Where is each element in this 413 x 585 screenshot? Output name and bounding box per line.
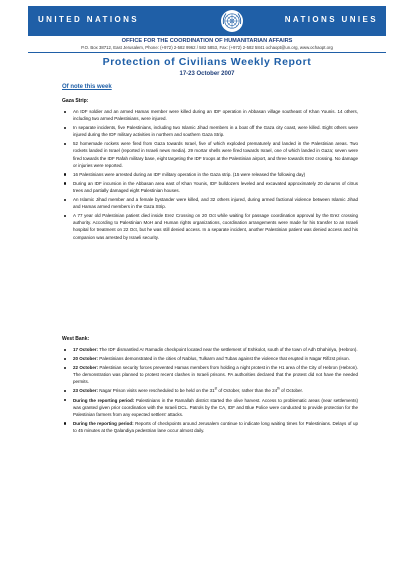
un-emblem-icon	[220, 9, 244, 33]
organisation-name: OFFICE FOR THE COORDINATION OF HUMANITARIAN AFFAIRS	[121, 38, 293, 44]
item-text: Palestinians demonstrated in the cities of Nablus, Tulkarm and Tubas against the violence that erupted in Nagar Rifizst prison.	[98, 356, 350, 362]
list-item	[62, 387, 358, 394]
list-item: An IDF soldier and an armed Hamas member were killed during an IDF operation in Abbasan village southeast of Khan Younis. 14 others, including two armed Palestinians, were injured.	[62, 108, 358, 122]
list-item: In separate incidents, five Palestinians, including two Islamic Jihad members in a boat off the Gaza city coast, were killed. Eight others were injured during the IDF military activities in northern and southern Gaza Strip.	[62, 124, 358, 138]
section-heading: Of note this week	[62, 84, 112, 90]
item-date: 17 October:	[73, 347, 99, 352]
item-text: Nagar Prison visits were rescheduled to be held on the 31	[98, 388, 215, 394]
united-nations-label: UNITED NATIONS	[38, 15, 140, 24]
item-date: 22 October:	[73, 365, 99, 371]
gaza-strip-heading: Gaza Strip:	[62, 98, 89, 104]
ordinal-suffix: th	[277, 386, 280, 391]
item-date: 20 October:	[73, 356, 99, 362]
list-item	[62, 364, 358, 385]
item-text: Palestinian security forces prevented Hamas members from holding a night protest in the H1 area of the City of Hebron (Hebron). The demonstration was planned to protest recent clashes in Israeli prisons. PA authorities declared that the protest did not have the needed permits.	[73, 365, 359, 385]
item-text: of October.	[279, 388, 304, 394]
list-item	[62, 420, 358, 434]
report-title: Protection of Civilians Weekly Report	[102, 56, 312, 68]
item-date: 23 October:	[73, 388, 99, 394]
list-item	[62, 355, 358, 362]
item-date: During the reporting period:	[73, 420, 134, 426]
item-date: During the reporting period:	[73, 397, 135, 403]
list-item: A 77 year old Palestinian patient died inside Erez Crossing on 20 Oct while waiting for passage coordination approval by the Erez crossing authority. According to Palestinian MoH and Human rights organizations, coordination arrangements were made for his transfer to an Israeli hospital for treatment on 22 Oct, but he was still denied access. In a separate incident, another Palestinian patient was denied access and his companion was arrested by Israeli security.	[62, 212, 358, 240]
item-text: of October, rather than the 24	[217, 388, 278, 394]
list-item	[62, 397, 358, 418]
contact-line: P.O. Box 38712, East Jerusalem, Phone: (+972) 2-582 9962 / 582 5853, Fax: (+972) 2-582 5841 ochaopt@un.org, www.ochaopt.org	[81, 45, 333, 50]
item-text: The IDF dismantled Ar Ramadin checkpoint located near the settlement of Eshkolot, south of the town of Adh Dhahiriya, (Hebron).	[98, 347, 358, 352]
list-item: An Islamic Jihad member and a female bystander were killed, and 32 others injured, during armed factional violence between Islamic Jihad and Hamas armed members in the Gaza Strip.	[62, 196, 358, 210]
header-divider	[28, 52, 386, 53]
west-bank-bullet-list	[62, 346, 358, 436]
list-item: 16 Palestinians were arrested during an IDF military operation in the Gaza strip. (15 were released the following day)	[62, 171, 358, 178]
ordinal-suffix: st	[214, 386, 218, 391]
list-item	[62, 346, 358, 353]
west-bank-heading: West Bank:	[62, 336, 90, 342]
item-text: Reports of checkpoints around Jerusalem continue to indicate long waiting times for Palestinians. Delays of up to 45 minutes at the Qalandiya pedestrian lane occur almost daily.	[73, 420, 358, 433]
nations-unies-label: NATIONS UNIES	[284, 15, 378, 24]
item-text: Palestinians in the Ramallah district started the olive harvest. Access to problematic areas (near settlements) was granted given prior coordination with the Israeli DCL. Patrols by the CA, IDF and Blue Police were conducted to provide protection for the Palestinian farmers from any expected settlers' attacks.	[73, 397, 358, 417]
report-date: 17-23 October 2007	[179, 71, 235, 77]
list-item: 52 homemade rockets were fired from Gaza towards Israel, five of which exploded prematurely and landed in the Palestinian areas. Two rockets landed in Israel (reported in Israeli news media). 29 mortar shells were fired towards Israel, one of which landed in Gaza; seven were fired towards the IDF Rafah military base, eight targeting the IDF troops at the Palestinian airport, and three towards Erez crossing. No damage or injuries were reported.	[62, 140, 358, 168]
list-item: During an IDF incursion in the Abbasan area east of Khan Younis, IDF bulldozers leveled and excavated approximately 20 dunums of citrus trees and partially damaged eight Palestinian houses.	[62, 180, 358, 194]
un-banner	[28, 6, 386, 36]
gaza-bullet-list	[62, 108, 358, 243]
